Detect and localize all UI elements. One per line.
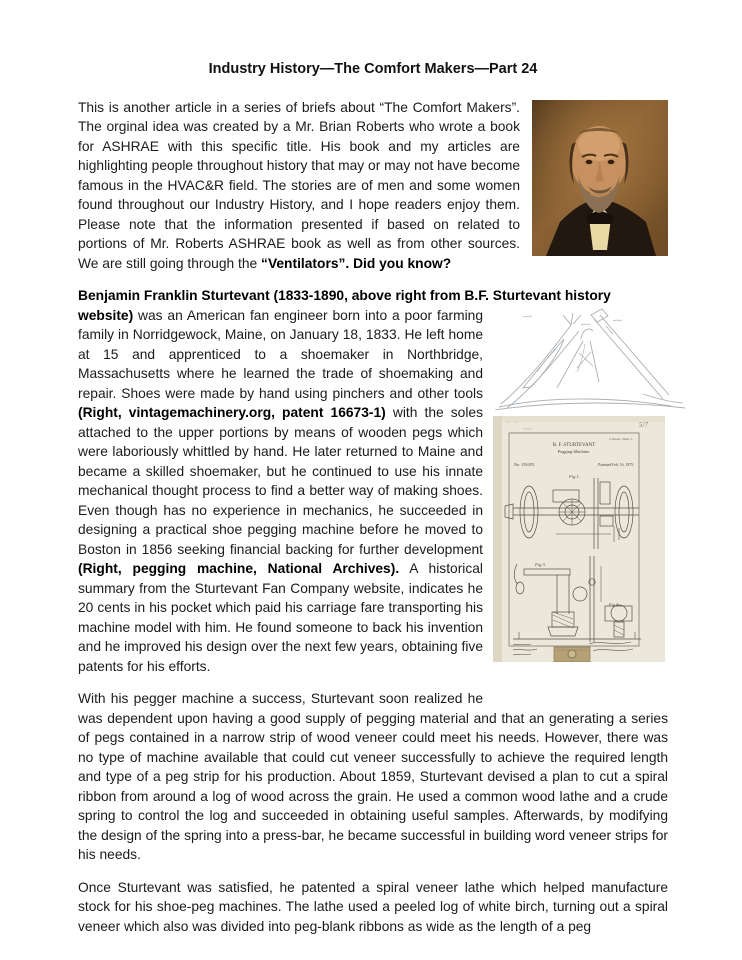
paragraph-intro <box>78 98 668 274</box>
paragraph-sturtevant-body <box>78 306 668 677</box>
paragraph-pegger-machine <box>78 689 668 865</box>
figure-column <box>493 308 668 662</box>
paragraph-sturtevant-body-text: website) was an American fan engineer born into a poor farming family in Norridgewock, Maine, on January 18, 1833. He left home at 15 and apprenticed to a shoemaker in Northbridge, Massachusetts where he learned the trade of shoemaking and repair. Shoes were made by hand using pinchers and other tools (Right, vintagemachinery.org, patent 16673-1) with the soles attached to the upper portions by means of wooden pegs which were laboriously whittled by hand. He later returned to Maine and became a skilled shoemaker, but he continued to use his innate mechanical thought process to find a better way of making shoes. Even though has no experience in mechanics, he succeeded in designing a practical shoe pegging machine before he moved to Boston in 1856 seeking financial backing for further development (Right, pegging machine, National Archives). A historical summary from the Sturtevant Fan Company website, indicates he 20 cents in his pocket which paid his carriage fare transporting his machine model with him. He found someone to back his invention and he improved his design over the next few years, obtaining five patents for his efforts. <box>78 307 483 674</box>
paragraph-intro-text: This is another article in a series of briefs about “The Comfort Makers”. The orginal idea was created by a Mr. Brian Roberts who wrote a book for ASHRAE with this specific title. His book and my articles are highlighting people throughout history that may or may not have become famous in the HVAC&R field. The stories are of men and some women found throughout our Industry History, and I hope readers enjoy them. Please note that the information presented if based on related to portions of Mr. Roberts ASHRAE book as well as from other sources. We are still going through the “Ventilators”. Did you know? <box>78 99 520 271</box>
paragraph-sturtevant-lead <box>78 286 668 306</box>
patent-date: Patented Feb. 16, 1875. <box>598 462 634 467</box>
paragraph-pegger-machine-text: With his pegger machine a success, Sturtevant soon realized he was dependent upon having a good supply of pegging material and that an generating a series of pegs contained in a narrow strip of wood veneer could meet his needs. However, there was no type of machine available that could cut veneer successfully to achieve the required length and type of a peg strip for his production. About 1859, Sturtevant devised a plan to cut a spiral ribbon from around a log of wood across the grain. He used a common wood lathe and a crude spring to control the log and succeeded in obtaining useful samples. Afterwards, by modifying the design of the spring into a press-bar, he became successful in building word veneer strips for his needs. <box>78 691 668 863</box>
svg-text:Fig 1.: Fig 1. <box>569 473 580 479</box>
svg-text:Fig 4.: Fig 4. <box>609 601 620 607</box>
paragraph-sturtevant-lead-text: Benjamin Franklin Sturtevant (1833-1890, above right from B.F. Sturtevant history <box>78 288 611 304</box>
paragraph-veneer-lathe <box>78 878 668 937</box>
pinchers-image <box>493 308 689 410</box>
patent-title: Pegging-Machine. <box>557 448 591 454</box>
patent-stamp-mark: ~ ··· ~ <box>507 419 518 425</box>
patent-image <box>493 416 665 662</box>
patent-number: No. 159,851 <box>514 461 535 467</box>
patent-sheet-note: 2 Sheets, Sheet 1. <box>608 436 633 441</box>
page-title: Industry History—The Comfort Makers—Part 24 <box>208 61 538 77</box>
svg-text:≈≈≈≈: ≈≈≈≈ <box>523 425 532 431</box>
patent-footer-mark: · ··· <box>597 655 603 660</box>
paragraph-veneer-lathe-text: Once Sturtevant was satisfied, he patented a spiral veneer lathe which helped manufacture stock for his shoe-peg machines. The lathe used a peeled log of white birch, turning out a spiral veneer which also was divided into peg-blank ribbons as wide as the length of a peg <box>78 879 668 934</box>
patent-handwritten-number: 5/7 <box>639 420 648 429</box>
patent-inventor-name: B. F. STURTEVANT <box>552 442 596 448</box>
svg-text:Fig 3.: Fig 3. <box>535 561 546 567</box>
portrait-image <box>532 100 668 256</box>
bf-sturtevant-portrait-art <box>532 100 668 256</box>
patent-seal-tag <box>554 647 590 662</box>
